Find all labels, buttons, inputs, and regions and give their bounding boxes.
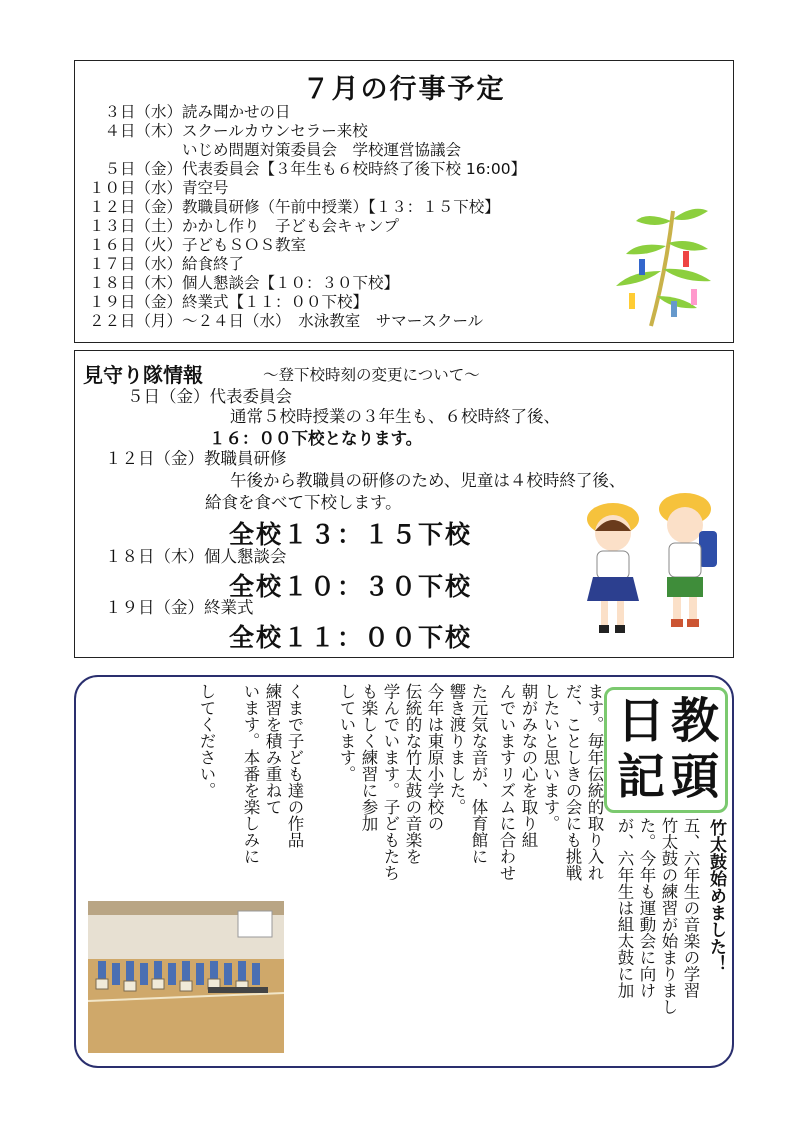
badge-char: 教 xyxy=(671,693,720,749)
diary-column: が、六年生は組太鼓に加 xyxy=(615,817,634,999)
students-illustration xyxy=(575,491,725,641)
watch-title: 見守り隊情報 xyxy=(83,363,203,387)
watch-date: １９日（金）終業式 xyxy=(105,598,254,617)
diary-column: 朝がみなの心を取り組 xyxy=(519,683,538,848)
event-item: １８日（木）個人懇談会【１０：３０下校】 xyxy=(89,274,400,292)
event-item: １３日（土）かかし作り 子ども会キャンプ xyxy=(89,217,400,235)
watch-date: １８日（木）個人懇談会 xyxy=(105,547,287,566)
diary-column: してください。 xyxy=(197,683,216,799)
watch-section xyxy=(74,350,734,658)
diary-column: も楽しく練習に参加 xyxy=(359,683,378,832)
event-item: いじめ問題対策委員会 学校運営協議会 xyxy=(89,141,462,159)
event-item: ５日（金）代表委員会【３年生も６校時終了後下校 16:00】 xyxy=(89,160,527,178)
badge-char: 頭 xyxy=(671,749,720,805)
diary-column: 竹太鼓の練習が始まりまし xyxy=(659,817,678,1015)
watch-subtitle: ～登下校時刻の変更について～ xyxy=(263,366,480,384)
diary-column: 伝統的な竹太鼓の音楽を xyxy=(403,683,422,865)
diary-column: ます。毎年伝統的取り入れ xyxy=(585,683,604,881)
watch-text: 通常５校時授業の３年生も、６校時終了後、 xyxy=(230,407,560,426)
event-item: ４日（木）スクールカウンセラー来校 xyxy=(89,122,368,140)
diary-column: 練習を積み重ねて xyxy=(263,683,282,815)
diary-column: 響き渡りました。 xyxy=(447,683,466,815)
diary-column: んでいますリズムに合わせ xyxy=(497,683,516,881)
diary-column: います。本番を楽しみに xyxy=(241,683,260,865)
diary-badge xyxy=(604,687,728,813)
badge-char: 記 xyxy=(617,749,666,805)
events-section xyxy=(74,60,734,343)
watch-date: ５日（金）代表委員会 xyxy=(127,387,292,406)
diary-column: た。今年も運動会に向け xyxy=(637,817,656,999)
diary-column: 学んでいます。子どもたち xyxy=(381,683,400,881)
event-item: １６日（火）子どもＳＯＳ教室 xyxy=(89,236,307,254)
diary-column: くまで子ども達の作品 xyxy=(285,683,304,848)
diary-column: したいと思います。 xyxy=(541,683,560,832)
dismissal-time: 全校１０：３０下校 xyxy=(229,572,473,601)
watch-text: 午後から教職員の研修のため、児童は４校時終了後、 xyxy=(230,471,626,490)
diary-column: しています。 xyxy=(337,683,356,782)
event-item: ２２日（月）～２４日（水） 水泳教室 サマースクール xyxy=(89,312,484,330)
watch-text: １６：００下校となります。 xyxy=(209,429,423,448)
badge-char: 日 xyxy=(617,693,666,749)
event-item: １０日（水）青空号 xyxy=(89,179,229,197)
watch-date: １２日（金）教職員研修 xyxy=(105,449,287,468)
watch-text: 給食を食べて下校します。 xyxy=(205,493,402,512)
diary-column: た元気な音が、体育館に xyxy=(469,683,488,865)
diary-column: 五、六年生の音楽の学習 xyxy=(681,817,700,999)
diary-subhead: 竹太鼓始めました！ xyxy=(706,819,726,972)
tanabata-bamboo-illustration xyxy=(611,201,721,331)
diary-section xyxy=(74,675,734,1068)
dismissal-time: 全校１１：００下校 xyxy=(229,623,473,652)
gym-practice-photo xyxy=(88,901,284,1053)
events-title: ７月の行事予定 xyxy=(302,74,506,105)
event-item: １２日（金）教職員研修（午前中授業）【１３：１５下校】 xyxy=(89,198,500,216)
dismissal-time: 全校１３：１５下校 xyxy=(229,520,473,549)
diary-column: 今年は東原小学校の xyxy=(425,683,444,832)
event-item: ３日（水）読み聞かせの日 xyxy=(89,103,291,121)
event-item: １７日（水）給食終了 xyxy=(89,255,245,273)
diary-column: だ、ことしきの会にも挑戦 xyxy=(563,683,582,881)
event-item: １９日（金）終業式【１１：００下校】 xyxy=(89,293,369,311)
